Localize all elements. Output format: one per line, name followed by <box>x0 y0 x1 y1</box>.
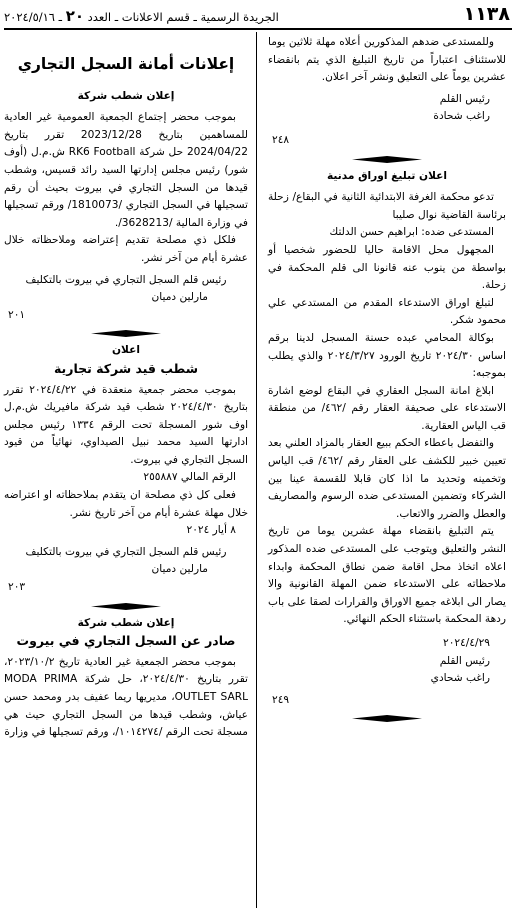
notice-paragraph: فلكل ذي مصلحة تقديم إعتراضه وملاحظاته خلال عشرة أيام من آخر نشر. <box>4 234 248 264</box>
ornament-divider <box>4 330 248 337</box>
notice-title: شطب قيد شركة تجارية <box>53 360 199 376</box>
notice-number: ٢٠٣ <box>8 581 26 594</box>
notice-paragraph: المجهول محل الاقامة حاليا للحضور شخصيا أو بواسطة من ينوب عنه قانونا الى قلم المحكمة في زحلة. <box>268 243 506 292</box>
notice-subtitle: صادر عن السجل التجاري في بيروت <box>16 633 236 649</box>
notice-sign-title: رئيس قلم السجل التجاري في بيروت بالتكليف <box>25 545 227 558</box>
notice-paragraph: فعلى كل ذي مصلحة ان يتقدم بملاحظاته او اعتراضه خلال مهلة عشرة أيام من آخر تاريخ نشر. <box>4 489 248 519</box>
page-header <box>0 0 516 30</box>
notice-paragraph: تدعو محكمة الغرفة الابتدائية الثانية في البقاع/ زحلة برئاسة القاضية نوال صليبا <box>268 191 506 221</box>
notice-sign-name: مارلين دميان <box>151 563 208 576</box>
page-number: ١١٣٨ <box>463 3 510 25</box>
notice-paragraph: يتم التبليغ بانقضاء مهلة عشرين يوما من تاريخ النشر والتعليق ويتوجب على المستدعى ضده المذكور اعلاه اتخاذ محل اقامة ضمن نطاق المحكمة وابداء ملاحظاته على الاستدعاء ضمن المهلة القانونية والا يصار الى ابلاغه جميع الاوراق والقرارات لصقا على باب ردهة المحكمة باستثناء الحكم النهائي. <box>268 525 506 626</box>
left-column <box>4 34 248 742</box>
continuation-sign-name: راغب شحادة <box>433 110 490 123</box>
notice-paragraph: ابلاغ امانة السجل العقاري في البقاع لوضع اشارة الاستدعاء على صحيفة العقار رقم /٤٦٢/ من منطقة قب الياس العقارية. <box>268 384 506 432</box>
notice-sign-name: راغب شحادي <box>430 672 490 685</box>
column-divider <box>256 32 257 908</box>
notice-date: ٨ أيار ٢٠٢٤ <box>186 524 236 537</box>
notice-paragraph: بموجب محضر إجتماع الجمعية العمومية غير العادية للمساهمين بتاريخ 2023/12/28 تقرر بتاريخ 2024/04/22 حل شركة RK6 Football ش.م.ل (أوف شور) رئيس مجلس إدارتها السيد رائد قسيس، وشطب قيدها من السجل التجاري في بيروت بحيث أن رقم تسجيلها في السجل التجاري /1810073/ ورقم تسجيلها في وزارة المالية /3628213/. <box>4 111 249 229</box>
financial-number: الرقم المالي ٢٥٥٨٨٧ <box>143 471 236 484</box>
notice-number: ٢٤٩ <box>272 693 290 706</box>
notice-title: اعلان تبليغ اوراق مدنية <box>326 169 448 182</box>
notice-number: ٢٠١ <box>8 308 26 321</box>
notice-sign-title: رئيس القلم <box>439 654 490 667</box>
notice-paragraph: بموجب محضر الجمعية غير العادية تاريخ ٢٠٢٣/١٠/٢، تقرر بتاريخ ٢٠٢٤/٤/٣٠، حل شركة MODA PRIMA OUTLET SARL، مديريها ريما عفيف بدر ومحمد حسن عياش، وشطب قيدها من السجل التجاري حيث هي مسجلة تحت الرقم /١٠١٤٢٧٤/، ورقم تسجيلها في وزارة <box>4 655 249 739</box>
notice-sign-name: مارلين دميان <box>151 291 208 304</box>
ornament-divider <box>268 715 506 722</box>
header-rule <box>4 28 512 30</box>
section-title: إعلانات أمانة السجل التجاري <box>17 55 235 73</box>
issue-number: ٢٠ <box>65 7 84 25</box>
ornament-divider <box>4 603 248 610</box>
notice-title: إعلان شطب شركة <box>77 89 175 102</box>
notice-sign-title: رئيس قلم السجل التجاري في بيروت بالتكليف <box>25 273 227 286</box>
notice-title: إعلان شطب شركة <box>77 616 175 629</box>
notice-date: ٢٠٢٤/٤/٢٩ <box>443 637 490 649</box>
notice-paragraph: بموجب محضر جمعية منعقدة في ٢٠٢٤/٤/٢٢ تقرر بتاريخ ٢٠٢٤/٤/٣٠ شطب قيد شركة مافيريك ش.م.ل اوف شور المسجلة تحت الرقم ١٣٣٤ رئيس مجلس ادارتها السيد محمد نبيل الصيداوي، نهائياً من قيود السجل التجاري في بيروت. <box>4 383 249 466</box>
ornament-divider <box>268 156 506 163</box>
right-column <box>268 34 506 727</box>
continuation-notice-number: ٢٤٨ <box>272 133 290 146</box>
notice-paragraph: المستدعى ضده: ابراهيم حسن الدلتك <box>329 226 494 239</box>
running-title-text: الجريدة الرسمية ـ قسم الاعلانات ـ العدد <box>87 10 279 24</box>
continuation-sign-title: رئيس القلم <box>439 92 490 105</box>
continuation-paragraph: وللمستدعى ضدهم المذكورين أعلاه مهلة ثلاثين يوما للاستئناف اعتباراً من تاريخ التبليغ الذي يتم بانقضاء عشرين يوماً على التعليق ونشر آخر اعلان. <box>268 36 506 84</box>
notice-paragraph: لتبلغ اوراق الاستدعاء المقدم من المستدعي علي محمود شكر. <box>268 296 506 327</box>
notice-label: اعلان <box>112 344 140 357</box>
running-title <box>4 8 279 27</box>
notice-paragraph: بوكالة المحامي عبده حسنة المسجل لدينا برقم اساس ٢٠٢٤/٣٠ تاريخ الورود ٢٠٢٤/٣/٢٧ والذي يطلب بموجبه: <box>268 331 506 380</box>
issue-date: ـ ٢٠٢٤/٥/١٦ <box>4 10 63 24</box>
notice-paragraph: والتفضل باعطاء الحكم ببيع العقار بالمزاد العلني بعد تعيين خبير للكشف على العقار رقم /٤٦٢/ قب الياس وتخمينه وتحديد ما اذا كان قابلا للقسمة عينا بين الشركاء وتضمين المستدعى ضده الرسوم والمصاريف والعطل والضرر والاتعاب. <box>268 437 506 520</box>
